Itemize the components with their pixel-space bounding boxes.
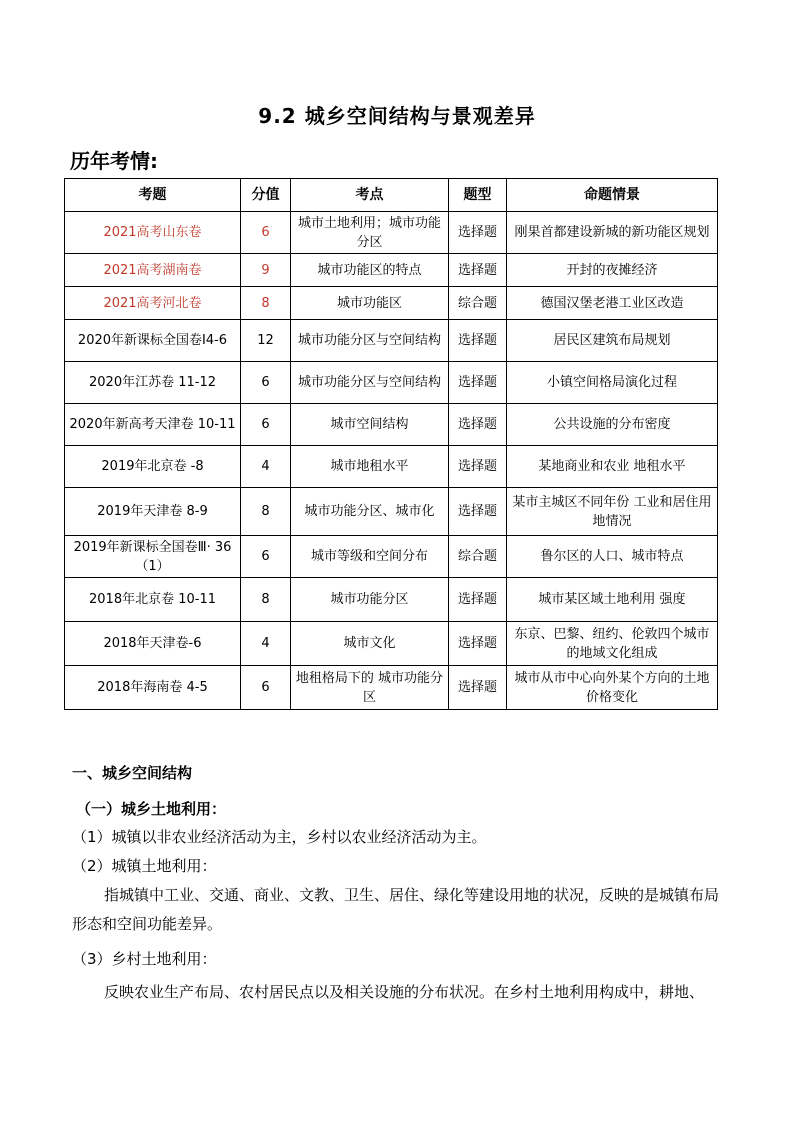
table-row <box>65 536 718 578</box>
header-score: 分值 <box>241 179 291 212</box>
cell-point: 城市功能分区与空间结构 <box>291 320 449 362</box>
cell-score: 6 <box>241 362 291 404</box>
header-type: 题型 <box>449 179 507 212</box>
cell-scene: 城市某区域土地利用 强度 <box>507 578 718 622</box>
cell-scene: 城市从市中心向外某个方向的土地价格变化 <box>507 666 718 710</box>
cell-point: 城市文化 <box>291 622 449 666</box>
cell-exam: 2019年北京卷 -8 <box>65 446 241 488</box>
exam-history-heading: 历年考情: <box>70 149 158 173</box>
table-header-row <box>65 179 718 212</box>
table-row <box>65 578 718 622</box>
cell-type: 选择题 <box>449 622 507 666</box>
cell-score: 9 <box>241 254 291 287</box>
cell-exam: 2020年新课标全国卷Ⅰ4-6 <box>65 320 241 362</box>
cell-exam: 2021高考山东卷 <box>65 212 241 254</box>
cell-scene: 某市主城区不同年份 工业和居住用地情况 <box>507 488 718 536</box>
cell-exam: 2020年新高考天津卷 10-11 <box>65 404 241 446</box>
paragraph-1: （1）城镇以非农业经济活动为主，乡村以农业经济活动为主。 <box>72 828 487 846</box>
cell-type: 选择题 <box>449 404 507 446</box>
cell-point: 城市土地利用；城市功能分区 <box>291 212 449 254</box>
paragraph-2: （2）城镇土地利用： <box>72 857 217 875</box>
table-row <box>65 254 718 287</box>
cell-point: 城市功能分区、城市化 <box>291 488 449 536</box>
cell-scene: 刚果首都建设新城的新功能区规划 <box>507 212 718 254</box>
table-row <box>65 404 718 446</box>
cell-exam: 2018年北京卷 10-11 <box>65 578 241 622</box>
table-row <box>65 666 718 710</box>
cell-exam: 2018年海南卷 4-5 <box>65 666 241 710</box>
cell-point: 地租格局下的 城市功能分区 <box>291 666 449 710</box>
table-row <box>65 212 718 254</box>
paragraph-3: 指城镇中工业、交通、商业、文教、卫生、居住、绿化等建设用地的状况，反映的是城镇布局形态和空间功能差异。 <box>72 886 720 933</box>
page-title: 9.2 城乡空间结构与景观差异 <box>258 104 536 128</box>
cell-point: 城市等级和空间分布 <box>291 536 449 578</box>
cell-score: 6 <box>241 666 291 710</box>
cell-scene: 居民区建筑布局规划 <box>507 320 718 362</box>
cell-scene: 东京、巴黎、纽约、伦敦四个城市的地域文化组成 <box>507 622 718 666</box>
paragraph-5: 反映农业生产布局、农村居民点以及相关设施的分布状况。在乡村土地利用构成中，耕地、 <box>104 983 705 1001</box>
cell-scene: 鲁尔区的人口、城市特点 <box>507 536 718 578</box>
cell-point: 城市功能区 <box>291 287 449 320</box>
cell-type: 选择题 <box>449 320 507 362</box>
table-row <box>65 622 718 666</box>
table-row <box>65 320 718 362</box>
cell-type: 选择题 <box>449 254 507 287</box>
cell-point: 城市功能区的特点 <box>291 254 449 287</box>
table-row <box>65 488 718 536</box>
table-row <box>65 287 718 320</box>
cell-type: 选择题 <box>449 488 507 536</box>
cell-exam: 2018年天津卷-6 <box>65 622 241 666</box>
cell-scene: 小镇空间格局演化过程 <box>507 362 718 404</box>
cell-score: 6 <box>241 404 291 446</box>
header-point: 考点 <box>291 179 449 212</box>
cell-score: 6 <box>241 212 291 254</box>
header-exam: 考题 <box>65 179 241 212</box>
cell-scene: 某地商业和农业 地租水平 <box>507 446 718 488</box>
cell-type: 选择题 <box>449 362 507 404</box>
cell-point: 城市功能分区与空间结构 <box>291 362 449 404</box>
cell-type: 选择题 <box>449 446 507 488</box>
cell-exam: 2019年新课标全国卷Ⅲ· 36（1） <box>65 536 241 578</box>
cell-type: 综合题 <box>449 536 507 578</box>
cell-point: 城市地租水平 <box>291 446 449 488</box>
table-row <box>65 446 718 488</box>
cell-score: 4 <box>241 622 291 666</box>
cell-scene: 公共设施的分布密度 <box>507 404 718 446</box>
cell-scene: 开封的夜摊经济 <box>507 254 718 287</box>
cell-exam: 2019年天津卷 8-9 <box>65 488 241 536</box>
cell-exam: 2021高考湖南卷 <box>65 254 241 287</box>
cell-point: 城市功能分区 <box>291 578 449 622</box>
table-row <box>65 362 718 404</box>
section-heading: 一、城乡空间结构 <box>72 764 193 782</box>
cell-exam: 2020年江苏卷 11-12 <box>65 362 241 404</box>
cell-score: 8 <box>241 578 291 622</box>
cell-score: 8 <box>241 287 291 320</box>
header-scene: 命题情景 <box>507 179 718 212</box>
exam-history-table <box>64 178 718 710</box>
cell-score: 12 <box>241 320 291 362</box>
cell-score: 6 <box>241 536 291 578</box>
cell-type: 选择题 <box>449 578 507 622</box>
cell-type: 选择题 <box>449 212 507 254</box>
cell-score: 4 <box>241 446 291 488</box>
cell-exam: 2021高考河北卷 <box>65 287 241 320</box>
cell-scene: 德国汉堡老港工业区改造 <box>507 287 718 320</box>
paragraph-4: （3）乡村土地利用： <box>72 950 217 968</box>
cell-type: 综合题 <box>449 287 507 320</box>
cell-score: 8 <box>241 488 291 536</box>
subsection-heading: （一）城乡土地利用： <box>76 800 227 818</box>
cell-type: 选择题 <box>449 666 507 710</box>
cell-point: 城市空间结构 <box>291 404 449 446</box>
